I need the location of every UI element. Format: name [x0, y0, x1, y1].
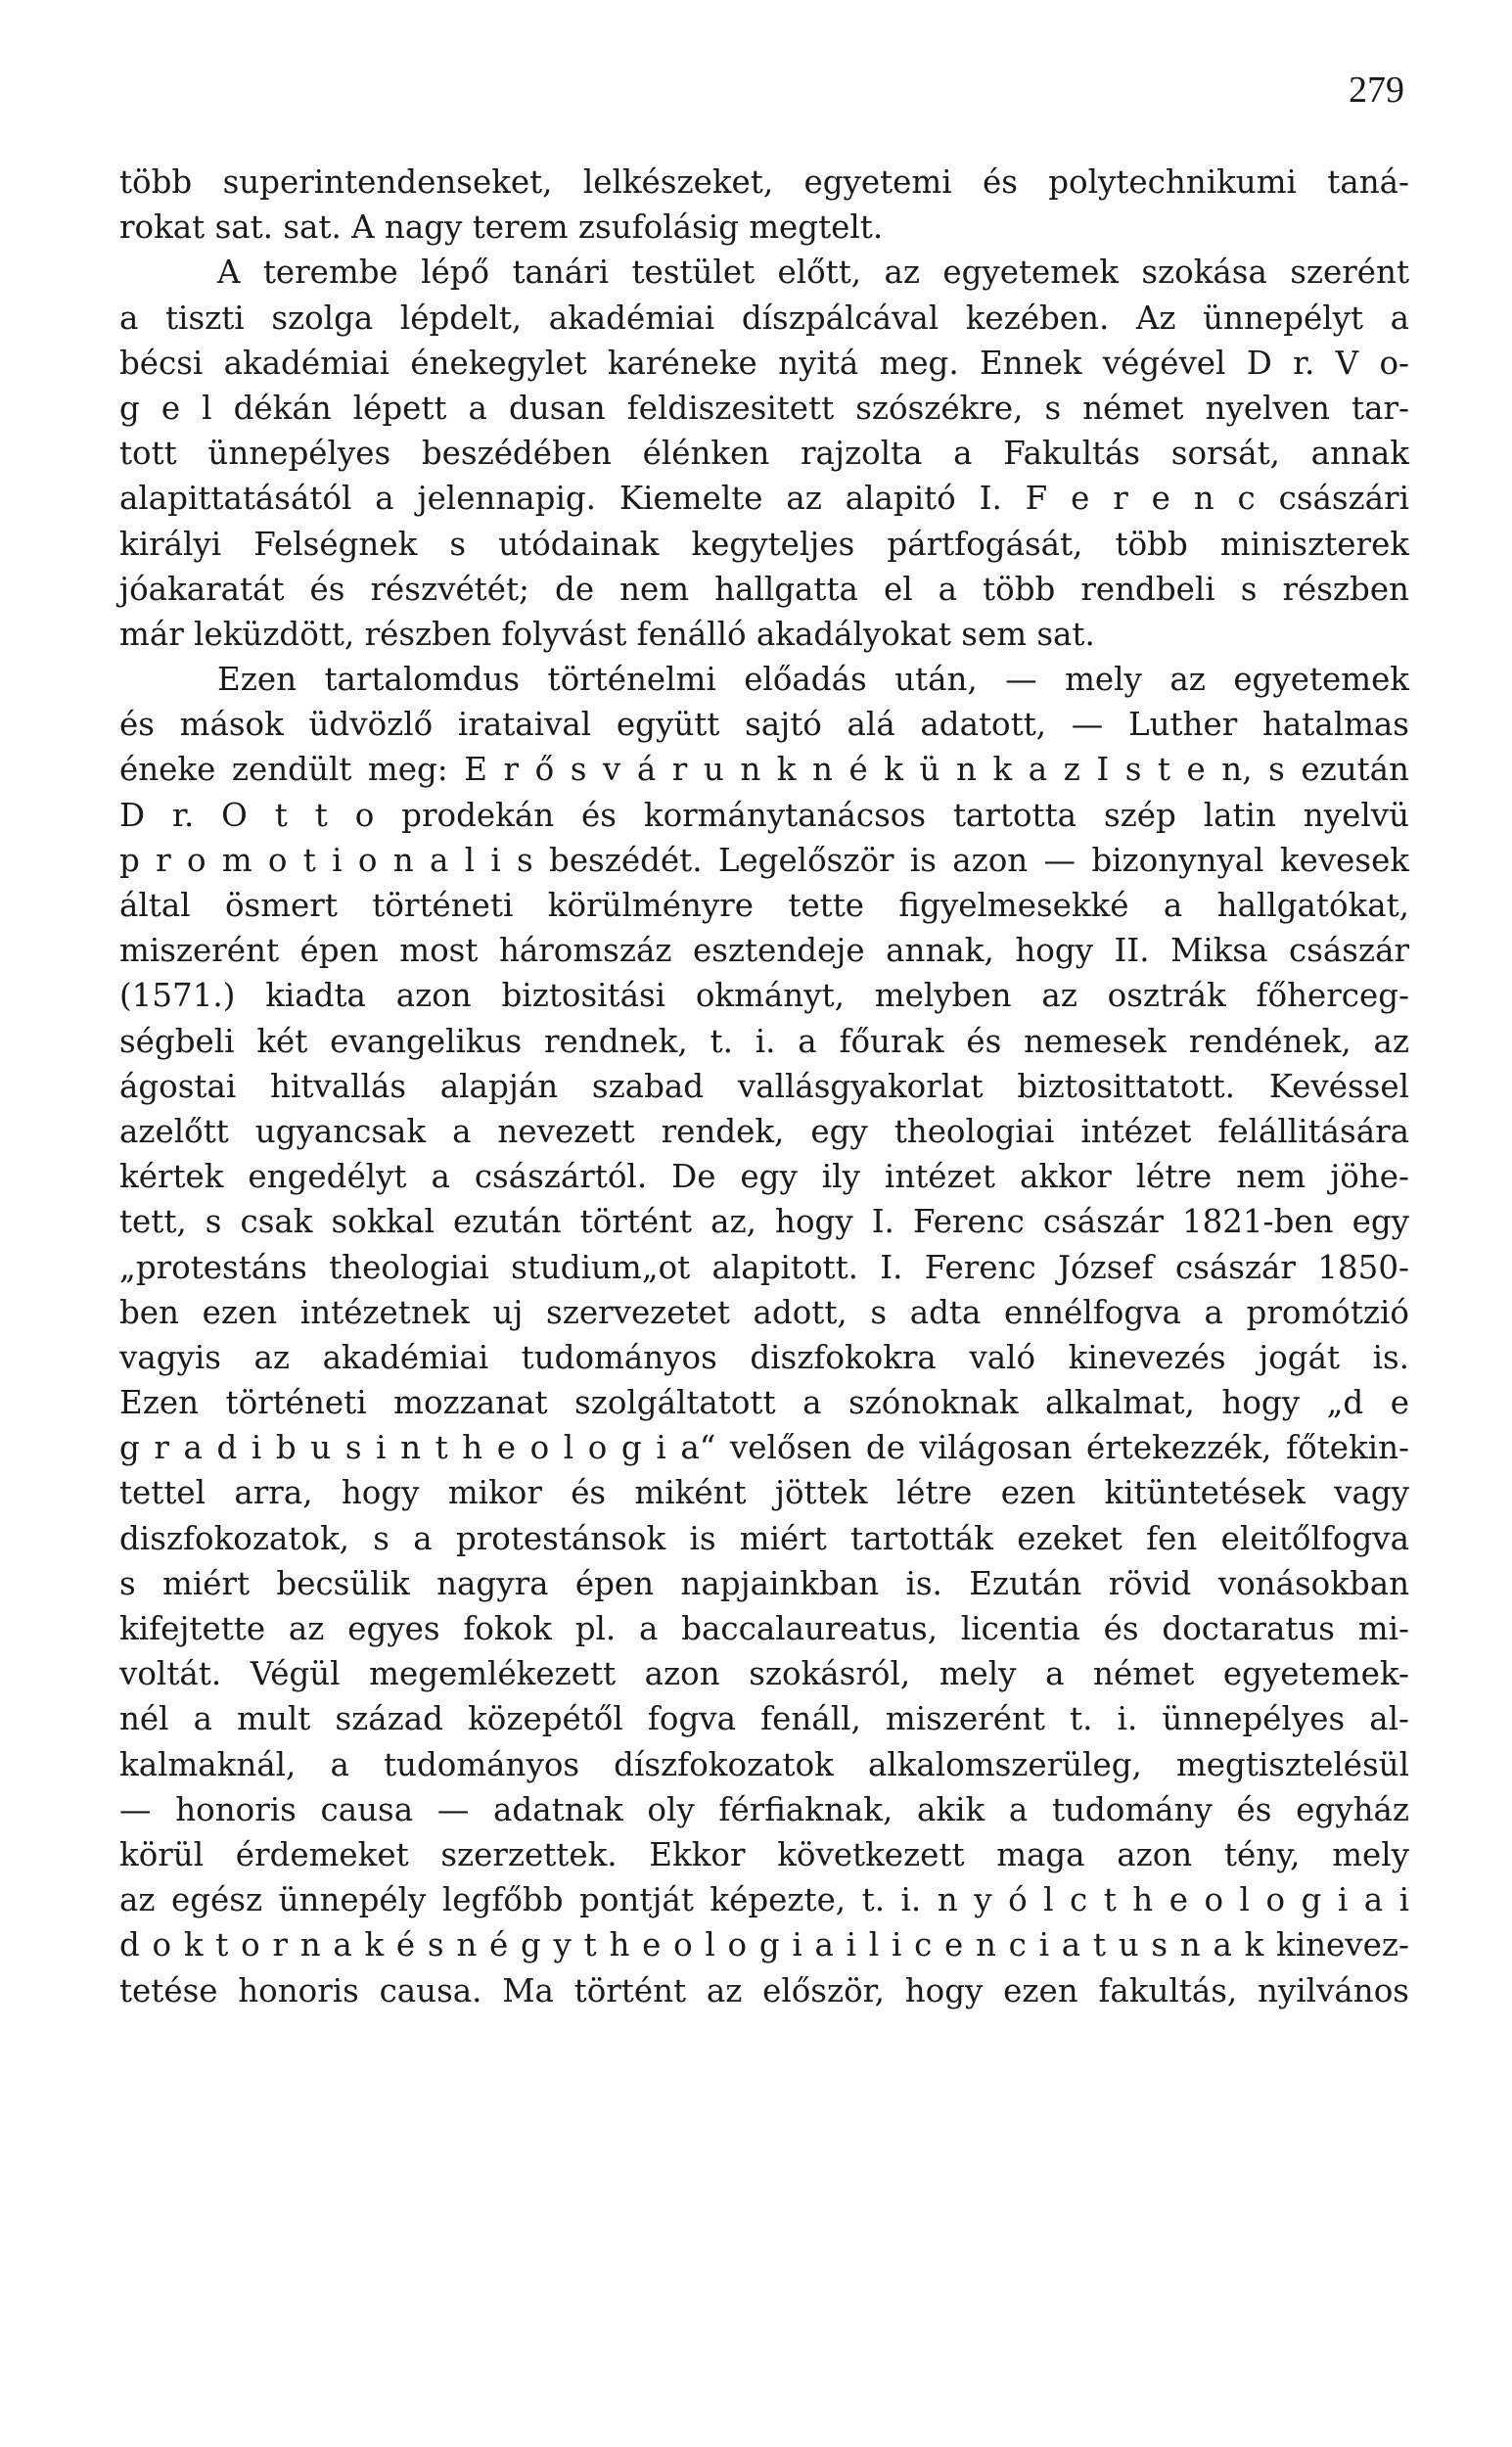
- text-line: vagyis az akadémiai tudományos diszfokokra való kinevezés jogát is.: [119, 1338, 1409, 1376]
- text-line: kértek engedélyt a császártól. De egy ily intézet akkor létre nem jöhe-: [119, 1158, 1409, 1196]
- text-line: — honoris causa — adatnak oly férfiaknak, akik a tudomány és egyház: [119, 1790, 1409, 1828]
- text-line: diszfokozatok, s a protestánsok is miért tartották ezeket fen eleitőlfogva: [119, 1519, 1409, 1557]
- text-line: g e l dékán lépett a dusan feldiszesitett szószékre, s német nyelven tar-: [119, 389, 1409, 427]
- text-line: kifejtette az egyes fokok pl. a baccalaureatus, licentia és doctaratus mi-: [119, 1610, 1409, 1647]
- text-line: p r o m o t i o n a l i s beszédét. Legelőször is azon — bizonynyal kevesek: [119, 841, 1409, 879]
- text-line: bécsi akadémiai énekegylet karéneke nyitá meg. Ennek végével D r. V o-: [119, 344, 1409, 382]
- text-line: s miért becsülik nagyra épen napjainkban is. Ezután rövid vonásokban: [119, 1564, 1409, 1602]
- text-line: ágostai hitvallás alapján szabad vallásgyakorlat biztosittatott. Kevéssel: [119, 1067, 1409, 1105]
- page-number: 279: [1349, 69, 1404, 111]
- text-line: tettel arra, hogy mikor és miként jöttek létre ezen kitüntetések vagy: [119, 1474, 1409, 1512]
- text-line: rokat sat. sat. A nagy terem zsufolásig megtelt.: [119, 208, 884, 247]
- text-line: A terembe lépő tanári testület előtt, az egyetemek szokása szerént: [217, 254, 1409, 292]
- text-line: azelőtt ugyancsak a nevezett rendek, egy theologiai intézet felállitására: [119, 1112, 1409, 1150]
- text-line: több superintendenseket, lelkészeket, egyetemi és polytechnikumi taná-: [119, 163, 1409, 201]
- text-line: tett, s csak sokkal ezután történt az, hogy I. Ferenc császár 1821-ben egy: [119, 1203, 1409, 1241]
- text-line: (1571.) kiadta azon biztositási okmányt, melyben az osztrák főherceg-: [119, 977, 1409, 1015]
- text-line: Ezen történeti mozzanat szolgáltatott a szónoknak alkalmat, hogy „d e: [119, 1384, 1409, 1422]
- text-line: ségbeli két evangelikus rendnek, t. i. a főurak és nemesek rendének, az: [119, 1022, 1409, 1060]
- text-line: királyi Felségnek s utódainak kegyteljes pártfogását, több miniszterek: [119, 525, 1409, 563]
- text-line: d o k t o r n a k é s n é g y t h e o l o g i a i l i c e n c i a t u s n a k kinevez-: [119, 1926, 1409, 1964]
- text-line: körül érdemeket szerzettek. Ekkor következett maga azon tény, mely: [119, 1835, 1409, 1873]
- text-line: jóakaratát és részvétét; de nem hallgatta el a több rendbeli s részben: [119, 570, 1409, 608]
- text-line: miszerént épen most háromszáz esztendeje annak, hogy II. Miksa császár: [119, 932, 1409, 970]
- text-line: már leküzdött, részben folyvást fenálló akadályokat sem sat.: [119, 615, 1095, 653]
- text-line: „protestáns theologiai studium„ot alapitott. I. Ferenc József császár 1850-: [119, 1248, 1409, 1286]
- text-line: voltát. Végül megemlékezett azon szokásról, mely a német egyetemek-: [119, 1655, 1409, 1693]
- text-line: éneke zendült meg: E r ő s v á r u n k n é k ü n k a z I s t e n, s ezután: [119, 751, 1409, 789]
- text-line: az egész ünnepély legfőbb pontját képezte, t. i. n y ó l c t h e o l o g i a i: [119, 1881, 1409, 1919]
- text-line: Ezen tartalomdus történelmi előadás után, — mely az egyetemek: [217, 661, 1409, 699]
- text-line: kalmaknál, a tudományos díszfokozatok alkalomszerüleg, megtisztelésül: [119, 1745, 1409, 1783]
- text-line: ben ezen intézetnek uj szervezetet adott, s adta ennélfogva a promótzió: [119, 1293, 1409, 1331]
- text-line: által ösmert történeti körülményre tette figyelmesekké a hallgatókat,: [119, 887, 1409, 924]
- text-line: g r a d i b u s i n t h e o l o g i a“ velősen de világosan értekezzék, főtekin-: [119, 1429, 1409, 1467]
- text-line: a tiszti szolga lépdelt, akadémiai díszpálcával kezében. Az ünnepélyt a: [119, 299, 1409, 337]
- text-line: nél a mult század közepétől fogva fenáll, miszerént t. i. ünnepélyes al-: [119, 1700, 1409, 1738]
- body-text: [119, 160, 1409, 2013]
- text-line: alapittatásától a jelennapig. Kiemelte az alapitó I. F e r e n c császári: [119, 480, 1409, 518]
- text-line: és mások üdvözlő irataival együtt sajtó alá adatott, — Luther hatalmas: [119, 706, 1409, 744]
- text-line: tott ünnepélyes beszédében élénken rajzolta a Fakultás sorsát, annak: [119, 435, 1409, 473]
- text-line: tetése honoris causa. Ma történt az először, hogy ezen fakultás, nyilvános: [119, 1971, 1409, 2009]
- text-line: D r. O t t o prodekán és kormánytanácsos tartotta szép latin nyelvü: [119, 796, 1409, 834]
